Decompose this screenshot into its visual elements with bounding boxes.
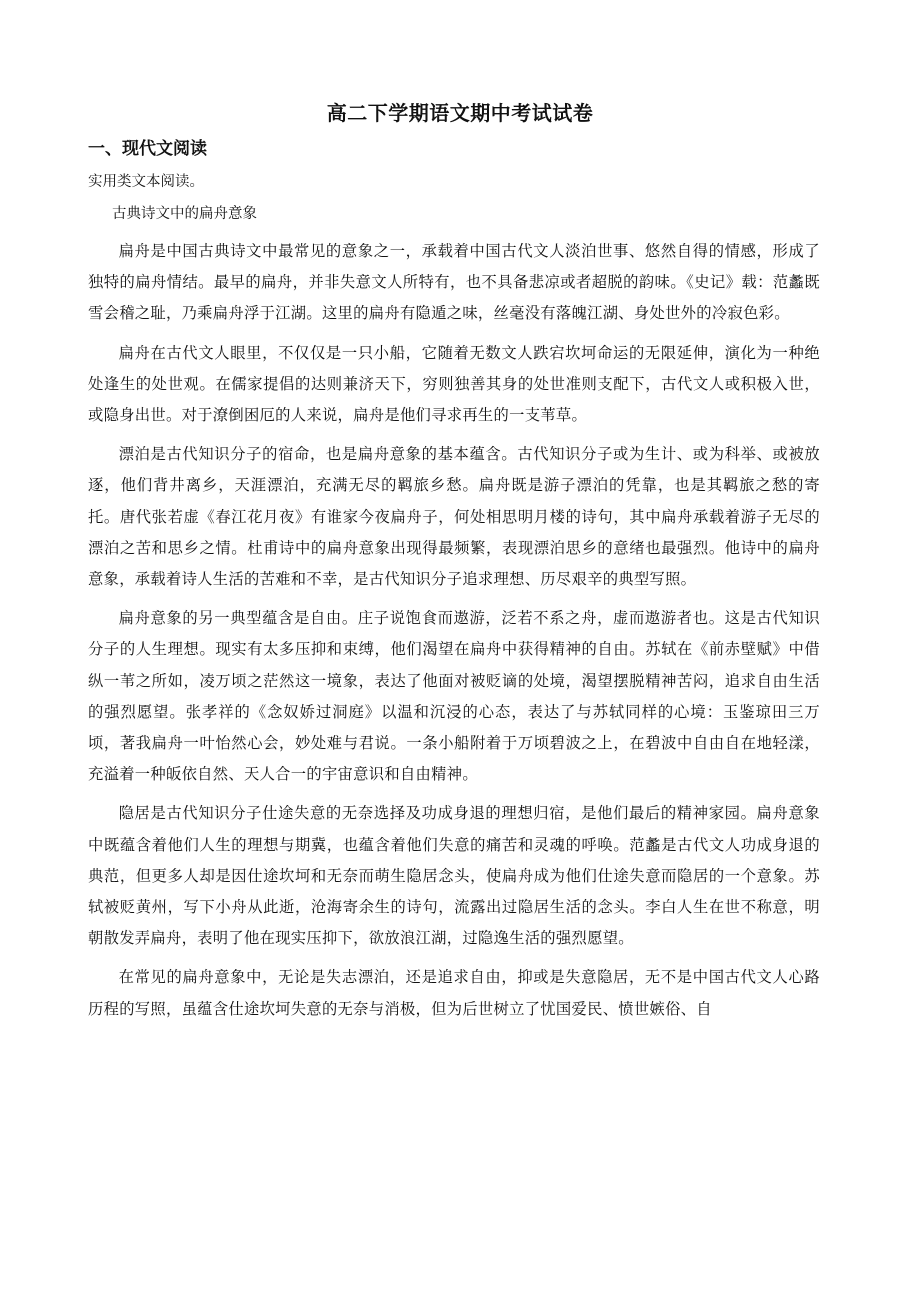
article-body bbox=[88, 236, 820, 1033]
section-heading: 一、现代文阅读 bbox=[88, 139, 207, 159]
paragraph: 漂泊是古代知识分子的宿命，也是扁舟意象的基本蕴含。古代知识分子或为生计、或为科举、或被放逐，他们背井离乡，天涯漂泊，充满无尽的羁旅乡愁。扁舟既是游子漂泊的凭靠，也是其羁旅之愁的寄托。唐代张若虚《春江花月夜》有谁家今夜扁舟子，何处相思明月楼的诗句，其中扁舟承载着游子无尽的漂泊之苦和思乡之情。杜甫诗中的扁舟意象出现得最频繁，表现漂泊思乡的意绪也最强烈。他诗中的扁舟意象，承载着诗人生活的苦难和不幸，是古代知识分子追求理想、历尽艰辛的典型写照。 bbox=[88, 445, 820, 589]
question-type-label: 实用类文本阅读。 bbox=[88, 174, 204, 190]
paragraph: 扁舟是中国古典诗文中最常见的意象之一，承载着中国古代文人淡泊世事、悠然自得的情感，形成了独特的扁舟情结。最早的扁舟，并非失意文人所特有，也不具备悲凉或者超脱的韵味。《史记》载：范蠡既雪会稽之耻，乃乘扁舟浮于江湖。这里的扁舟有隐遁之味，丝毫没有落魄江湖、身处世外的冷寂色彩。 bbox=[88, 242, 820, 323]
page-title: 高二下学期语文期中考试试卷 bbox=[326, 101, 594, 125]
paragraph: 在常见的扁舟意象中，无论是失志漂泊，还是追求自由，抑或是失意隐居，无不是中国古代文人心路历程的写照，虽蕴含仕途坎坷失意的无奈与消极，但为后世树立了忧国爱民、愤世嫉俗、自 bbox=[88, 968, 820, 1018]
paragraph: 扁舟意象的另一典型蕴含是自由。庄子说饱食而遨游，泛若不系之舟，虚而遨游者也。这是古代知识分子的人生理想。现实有太多压抑和束缚，他们渴望在扁舟中获得精神的自由。苏轼在《前赤壁赋》中借纵一苇之所如，凌万顷之茫然这一境象，表达了他面对被贬谪的处境，渴望摆脱精神苦闷，追求自由生活的强烈愿望。张孝祥的《念奴娇过洞庭》以温和沉浸的心态，表达了与苏轼同样的心境：玉鉴琼田三万顷，著我扁舟一叶怡然心会，妙处难与君说。一条小船附着于万顷碧波之上，在碧波中自由自在地轻漾，充溢着一种皈依自然、天人合一的宇宙意识和自由精神。 bbox=[88, 609, 820, 784]
paragraph: 扁舟在古代文人眼里，不仅仅是一只小船，它随着无数文人跌宕坎坷命运的无限延伸，演化为一种绝处逢生的处世观。在儒家提倡的达则兼济天下，穷则独善其身的处世准则支配下，古代文人或积极入世，或隐身出世。对于潦倒困厄的人来说，扁舟是他们寻求再生的一支苇草。 bbox=[88, 343, 820, 425]
paragraph: 隐居是古代知识分子仕途失意的无奈选择及功成身退的理想归宿，是他们最后的精神家园。扁舟意象中既蕴含着他们人生的理想与期冀，也蕴含着他们失意的痛苦和灵魂的呼唤。范蠡是古代文人功成身退的典范，但更多人却是因仕途坎坷和无奈而萌生隐居念头，使扁舟成为他们仕途失意而隐居的一个意象。苏轼被贬黄州，写下小舟从此逝，沧海寄余生的诗句，流露出过隐居生活的念头。李白人生在世不称意，明朝散发弄扁舟，表明了他在现实压抑下，欲放浪江湖，过隐逸生活的强烈愿望。 bbox=[88, 804, 820, 948]
article-title: 古典诗文中的扁舟意象 bbox=[112, 206, 257, 222]
